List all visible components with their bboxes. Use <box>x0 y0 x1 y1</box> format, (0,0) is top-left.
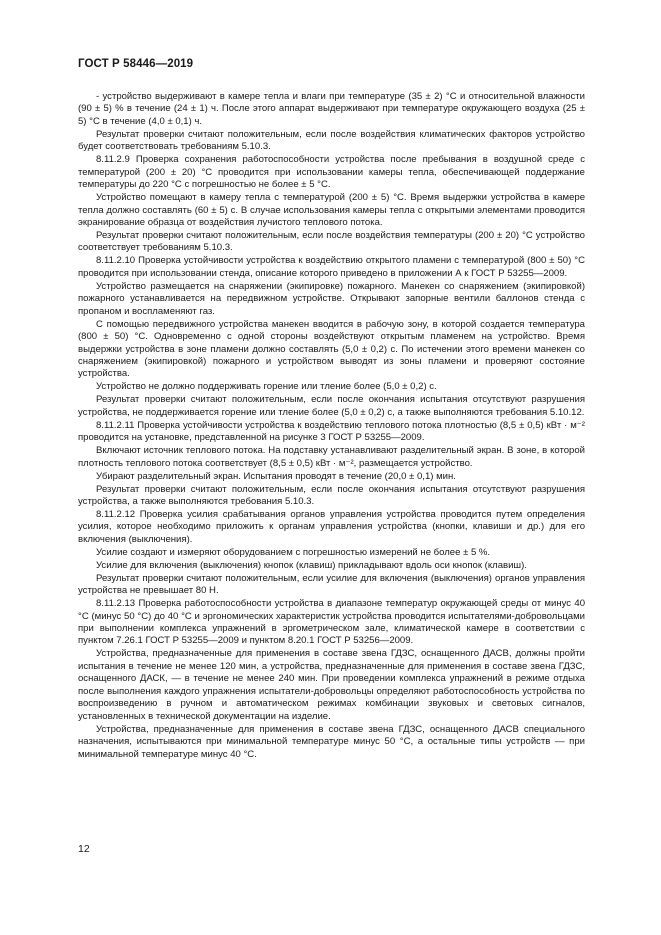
paragraph: 8.11.2.10 Проверка устойчивости устройства к воздействию открытого пламени с температурой (800 ± 50) °С проводится при использовании стенда, описание которого приведено в приложении А к ГОСТ Р 53255—2009. <box>78 255 585 279</box>
paragraph: Усилие создают и измеряют оборудованием с погрешностью измерений не более ± 5 %. <box>96 546 491 558</box>
paragraph: Устройство помещают в камеру тепла с температурой (200 ± 5) °С. Время выдержки устройства в камере тепла должно составлять (60 ± 5) с. В случае использования камеры тепла с открытыми элементами проводится экранирование образца от воздействия лучистого теплового потока. <box>78 192 585 229</box>
paragraph: Усилие для включения (выключения) кнопок (клавиш) прикладывают вдоль оси кнопок (клавиш). <box>96 559 527 571</box>
paragraph: Результат проверки считают положительным, если после воздействия температуры (200 ± 20) °С устройство соответствует требованиям 5.10.3. <box>78 229 585 254</box>
paragraph: Включают источник теплового потока. На подставку устанавливают разделительный экран. В зоне, в которой плотность теплового потока соответствует (8,5 ± 0,5) кВт · м⁻², размещается устройство. <box>78 445 585 469</box>
paragraph: Результат проверки считают положительным, если после окончания испытания отсутствуют разрушения устройства, а также выполняются требования 5.10.3. <box>78 483 585 507</box>
paragraph: 8.11.2.13 Проверка работоспособности устройства в диапазоне температур окружающей среды от минус 40 °С (минус 50 °С) до 40 °С и эргономических характеристик устройства проводится испытателями-добровольцами при выполнении комплекса упражнений в эргометрическом зале, климатической камере в соответствии с пунктом 7.26.1 ГОСТ Р 53255—2009 и пунктом 8.20.1 ГОСТ Р 53256—2009. <box>78 598 585 647</box>
paragraph: С помощью передвижного устройства манекен вводится в рабочую зону, в которой создается температура (800 ± 50) °С. Одновременно с одной стороны воздействуют открытым пламенем на устройство. Время выдержки устройства в зоне пламени должно составлять (5,0 ± 0,2) с. По истечении этого времени манекен со снаряжением (экипировкой) пожарного и устройством выводят из зоны пламени и проверяют состояние устройства. <box>78 318 585 380</box>
paragraph: Результат проверки считают положительным, если усилие для включения (выключения) органов управления устройства не превышает 80 Н. <box>78 572 585 597</box>
paragraph: Результат проверки считают положительным, если после воздействия климатических факторов устройство будет соответствовать требованиям 5.10.3. <box>78 128 585 153</box>
paragraph: Устройство не должно поддерживать горение или тление более (5,0 ± 0,2) с. <box>96 381 437 393</box>
paragraph: 8.11.2.12 Проверка усилия срабатывания органов управления устройства проводится путем определения усилия, которое необходимо приложить к органам управления устройства (кнопки, клавиши и др.) для его включения (выключения). <box>78 508 585 545</box>
paragraph: - устройство выдерживают в камере тепла и влаги при температуре (35 ± 2) °С и относительной влажности (90 ± 5) % в течение (24 ± 1) ч. После этого аппарат выдерживают при температуре окружающего воздуха (25 ± 5) °С в течение (4,0 ± 0,1) ч. <box>78 91 585 127</box>
document-body <box>78 91 585 762</box>
paragraph: Устройство размещается на снаряжении (экипировке) пожарного. Манекен со снаряжением (экипировкой) пожарного устанавливается на передвижном устройстве. Открывают запорные вентили баллонов стенда с пропаном и воспламеняют газ. <box>78 280 585 317</box>
paragraph: Результат проверки считают положительным, если после окончания испытания отсутствуют разрушения устройства, не поддерживается горение или тление более (5,0 ± 0,2) с, а также выполняются требования 5.10.12. <box>78 394 585 418</box>
paragraph: 8.11.2.11 Проверка устойчивости устройства к воздействию теплового потока плотностью (8,5 ± 0,5) кВт · м⁻² проводится на установке, представленной на рисунке 3 ГОСТ Р 53255—2009. <box>78 419 585 444</box>
page-number: 12 <box>78 843 90 855</box>
paragraph: Устройства, предназначенные для применения в составе звена ГДЗС, оснащенного ДАСВ, должны пройти испытания в течение не менее 120 мин, а устройства, предназначенные для применения в составе звена ГДЗС, оснащенного ДАСК, — в течение не менее 240 мин. При проведении комплекса упражнений в режиме отдыха после выполнения каждого упражнения испытатели-добровольцы определяют работоспособность устройства по воспроизведению в ручном и автоматическом режимах комбинации звуковых и световых сигналов, установленных в технической документации на изделие. <box>78 648 585 722</box>
paragraph: 8.11.2.9 Проверка сохранения работоспособности устройства после пребывания в воздушной среде с температурой (200 ± 20) °С проводится при использовании камеры тепла, обеспечивающей поддержание температуры до 220 °С с погрешностью не более ± 5 °С. <box>78 154 585 191</box>
paragraph: Устройства, предназначенные для применения в составе звена ГДЗС, оснащенного ДАСВ специального назначения, испытываются при минимальной температуре минус 50 °С, а остальные типы устройств — при минимальной температуре минус 40 °С. <box>78 723 585 760</box>
document-header: ГОСТ Р 58446—2019 <box>78 58 194 70</box>
paragraph: Убирают разделительный экран. Испытания проводят в течение (20,0 ± 0,1) мин. <box>96 470 456 482</box>
